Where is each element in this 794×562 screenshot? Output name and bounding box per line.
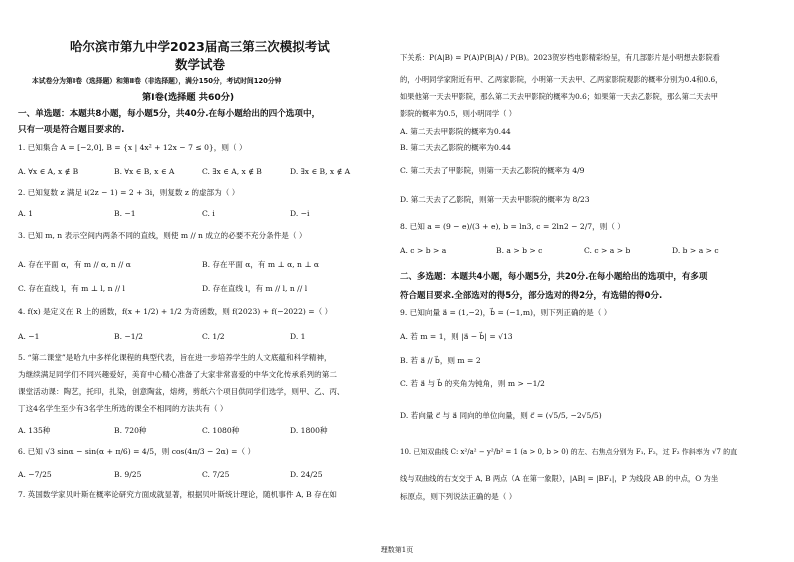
q7-option-b: B. 第二天去乙影院的概率为0.44 bbox=[400, 143, 511, 152]
q9-option-d: D. 若向量 c⃗ 与 a⃗ 同向的单位向量，则 c⃗ = (√5/5, −2√5/5) bbox=[400, 411, 602, 420]
q5-option-a: A. 135种 bbox=[18, 426, 51, 435]
q4-option-a: A. −1 bbox=[18, 332, 40, 341]
q2-option-a: A. 1 bbox=[18, 209, 34, 218]
section2-line2: 符合题目要求.全部选对的得5分，部分选对的得2分，有选错的得0分. bbox=[400, 291, 663, 301]
q6-stem: 6. 已知 √3 sinα − sin(α + π/6) = 4/5，则 cos(4π/3 − 2α) =（ ） bbox=[18, 447, 256, 456]
section1-line2: 只有一项是符合题目要求的. bbox=[18, 125, 125, 135]
q8-option-a: A. c > b > a bbox=[400, 246, 447, 255]
q3-option-a: A. 存在平面 α，有 m // α, n // α bbox=[18, 260, 131, 269]
section1-line1: 一、单选题：本题共8小题，每小题5分，共40分.在每小题给出的四个选项中， bbox=[18, 109, 321, 119]
q2-option-c: C. i bbox=[202, 209, 215, 218]
q7-line5: 影院的概率为0.5，则小明同学（ ） bbox=[400, 109, 517, 118]
q5-line1: 5. “第二课堂”是哈九中多样化课程的典型代表，旨在进一步培养学生的人文底蕴和科学精神， bbox=[18, 353, 332, 362]
part1-heading: 第Ⅰ卷(选择题 共60分) bbox=[142, 92, 235, 103]
q5-option-c: C. 1080种 bbox=[202, 426, 240, 435]
q1-option-d: D. ∃x ∈ B, x ∉ A bbox=[290, 167, 351, 176]
subject-title: 数学试卷 bbox=[175, 57, 226, 72]
q7-line3: 的，小明同学家附近有甲、乙两家影院，小明第一天去甲、乙两家影院观影的概率分别为0.4和0.6， bbox=[400, 75, 723, 84]
q2-option-b: B. −1 bbox=[114, 209, 136, 218]
left-column bbox=[18, 0, 395, 545]
q10-line1: 10. 已知双曲线 C: x²/a² − y²/b² = 1 (a > 0, b > 0) 的左、右焦点分别为 F₁, F₂，过 F₂ 作斜率为 √7 的直 bbox=[400, 448, 738, 456]
q8-option-b: B. a > b > c bbox=[496, 246, 543, 255]
school-title: 哈尔滨市第九中学2023届高三第三次模拟考试 bbox=[70, 39, 330, 54]
q4-stem: 4. f(x) 是定义在 R 上的函数，f(x + 1/2) + 1/2 为奇函数，则 f(2023) + f(−2022) =（ ） bbox=[18, 307, 333, 316]
q7-line2: 下关系：P(A|B) = P(A)P(B|A) / P(B)。2023贺岁档电影精彩纷呈，有几部影片是小明想去影院看 bbox=[400, 53, 720, 62]
exam-note: 本试卷分为第Ⅰ卷（选择题）和第Ⅱ卷（非选择题），满分150分，考试时间120分钟 bbox=[32, 77, 282, 85]
page-footer: 理数第1页 bbox=[380, 546, 414, 554]
q4-option-b: B. −1/2 bbox=[114, 332, 143, 341]
q8-option-c: C. c > a > b bbox=[584, 246, 631, 255]
right-column bbox=[400, 0, 777, 545]
q9-stem: 9. 已知向量 a⃗ = (1,−2)，b⃗ = (−1,m)，则下列正确的是（ ） bbox=[400, 308, 612, 317]
q10-line3: 标原点，则下列说法正确的是（ ） bbox=[400, 492, 517, 501]
q7-line1: 7. 英国数学家贝叶斯在概率论研究方面成就显著，根据贝叶斯统计理论，随机事件 A, B 存在如 bbox=[18, 490, 337, 499]
q9-option-c: C. 若 a⃗ 与 b⃗ 的夹角为钝角，则 m > −1/2 bbox=[400, 379, 545, 388]
q1-option-a: A. ∀x ∈ A, x ∉ B bbox=[18, 167, 79, 176]
q4-option-c: C. 1/2 bbox=[202, 332, 225, 341]
q5-option-b: B. 720种 bbox=[114, 426, 147, 435]
q3-option-c: C. 存在直线 l，有 m ⊥ l, n // l bbox=[18, 284, 125, 293]
section2-line1: 二、多选题：本题共4小题，每小题5分，共20分.在每小题给出的选项中，有多项 bbox=[400, 272, 708, 282]
q3-stem: 3. 已知 m, n 表示空间内两条不同的直线，则使 m // n 成立的必要不充分条件是（ ） bbox=[18, 231, 307, 240]
q7-option-c: C. 第二天去了甲影院，则第一天去乙影院的概率为 4/9 bbox=[400, 166, 585, 175]
q9-option-b: B. 若 a⃗ // b⃗，则 m = 2 bbox=[400, 356, 481, 365]
q1-stem: 1. 已知集合 A = [−2,0], B = {x | 4x² + 12x − 7 ≤ 0}，则（ ） bbox=[18, 143, 247, 152]
q5-line3: 课堂活动课：陶艺，托印，扎染，创意陶盆，熔烤，剪纸六个项目供同学们选学，则甲、乙、丙、 bbox=[18, 387, 345, 396]
q7-option-d: D. 第二天去了乙影院，则第一天去甲影院的概率为 8/23 bbox=[400, 195, 590, 204]
q8-option-d: D. b > a > c bbox=[672, 246, 719, 255]
q2-stem: 2. 已知复数 z 满足 i(2z − 1) = 2 + 3i，则复数 z 的虚部为（ ） bbox=[18, 188, 240, 197]
q7-line4: 如果他第一天去甲影院，那么第二天去甲影院的概率为0.6；如果第一天去乙影院，那么第二天去甲 bbox=[400, 92, 719, 101]
q6-option-a: A. −7/25 bbox=[18, 470, 52, 479]
q9-option-a: A. 若 m = 1，则 |a⃗ − b⃗| = √13 bbox=[400, 332, 513, 341]
q5-line4: 丁这4名学生至少有3名学生所选的课全不相同的方法共有（ ） bbox=[18, 404, 228, 413]
q6-option-c: C. 7/25 bbox=[202, 470, 230, 479]
q6-option-b: B. 9/25 bbox=[114, 470, 142, 479]
q6-option-d: D. 24/25 bbox=[290, 470, 323, 479]
q3-option-d: D. 存在直线 l，有 m // l, n // l bbox=[202, 284, 308, 293]
q4-option-d: D. 1 bbox=[290, 332, 306, 341]
q1-option-b: B. ∀x ∈ B, x ∈ A bbox=[114, 167, 175, 176]
q10-line2: 线与双曲线的右支交于 A, B 两点（A 在第一象限），|AB| = |BF₁|，P 为线段 AB 的中点，O 为坐 bbox=[400, 474, 719, 483]
q5-option-d: D. 1800种 bbox=[290, 426, 328, 435]
q7-option-a: A. 第二天去甲影院的概率为0.44 bbox=[400, 127, 511, 136]
q1-option-c: C. ∃x ∈ A, x ∉ B bbox=[202, 167, 262, 176]
q8-stem: 8. 已知 a = (9 − e)/(3 + e), b = ln3, c = 2ln2 − 2/7，则（ ） bbox=[400, 222, 625, 231]
q5-line2: 为继续满足同学们不同兴趣爱好，美育中心精心准备了大家非常喜爱的中华文化传承系列的第二 bbox=[18, 370, 337, 379]
q3-option-b: B. 存在平面 α，有 m ⊥ α, n ⊥ α bbox=[202, 260, 320, 269]
q2-option-d: D. −i bbox=[290, 209, 310, 218]
